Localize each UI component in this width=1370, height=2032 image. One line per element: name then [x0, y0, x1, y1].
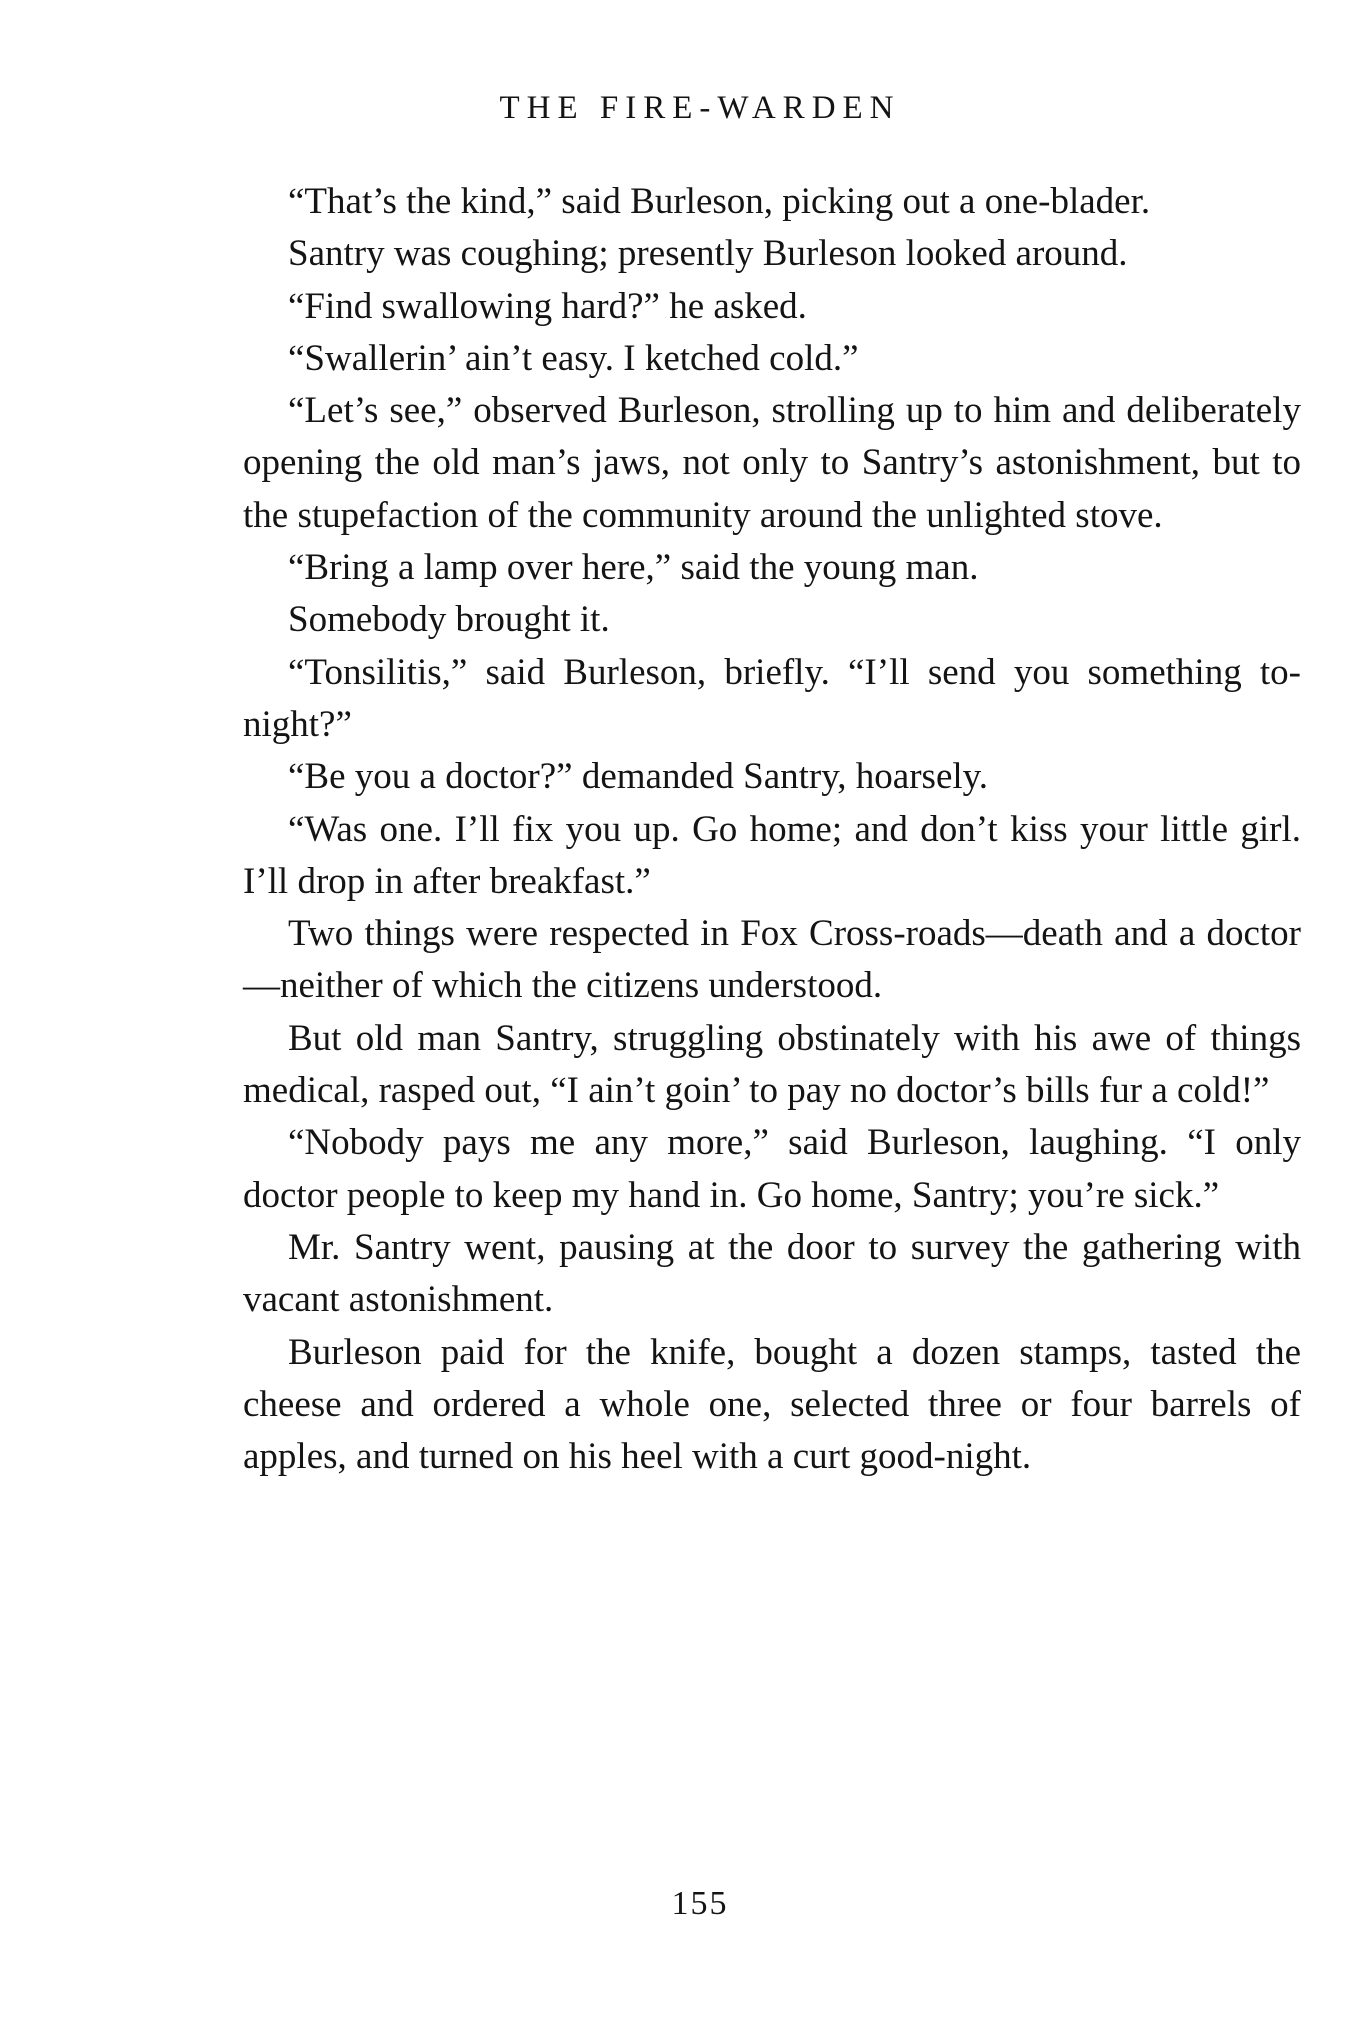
paragraph: Two things were respected in Fox Cross-roads—death and a doctor—neither of which the citizens understood. — [243, 913, 1301, 1007]
paragraph: But old man Santry, struggling obstinately with his awe of things medical, rasped out, “I ain’t goin’ to pay no doctor’s bills fur a cold!” — [243, 1017, 1301, 1112]
page-number: 155 — [671, 1885, 729, 1922]
running-title: THE FIRE-WARDEN — [499, 90, 901, 126]
paragraph: Santry was coughing; presently Burleson looked around. — [288, 233, 1128, 275]
paragraph: “That’s the kind,” said Burleson, picking out a one-blader. — [288, 181, 1151, 222]
paragraph: Burleson paid for the knife, bought a dozen stamps, tasted the cheese and ordered a whole one, selected three or four barrels of apples, and turned on his heel with a curt good-night. — [243, 1331, 1301, 1478]
paragraph: “Was one. I’ll fix you up. Go home; and don’t kiss your little girl. I’ll drop in after breakfast.” — [243, 808, 1301, 902]
paragraph: “Swallerin’ ain’t easy. I ketched cold.” — [288, 337, 859, 379]
paragraph: Mr. Santry went, pausing at the door to survey the gathering with vacant astonishment. — [243, 1226, 1301, 1321]
paragraph: Somebody brought it. — [288, 599, 610, 641]
body-text — [243, 176, 1301, 1483]
paragraph: “Nobody pays me any more,” said Burleson, laughing. “I only doctor people to keep my hand in. Go home, Santry; you’re sick.” — [243, 1122, 1301, 1216]
paragraph: “Bring a lamp over here,” said the young man. — [288, 547, 979, 589]
paragraph: “Find swallowing hard?” he asked. — [288, 285, 807, 327]
paragraph: “Tonsilitis,” said Burleson, briefly. “I’ll send you something to-night?” — [243, 651, 1301, 745]
paragraph: “Let’s see,” observed Burleson, strolling up to him and deliberately opening the old man’s jaws, not only to Santry’s astonishment, but to the stupefaction of the community around the unlighted stove. — [243, 390, 1301, 536]
paragraph: “Be you a doctor?” demanded Santry, hoarsely. — [288, 756, 989, 798]
